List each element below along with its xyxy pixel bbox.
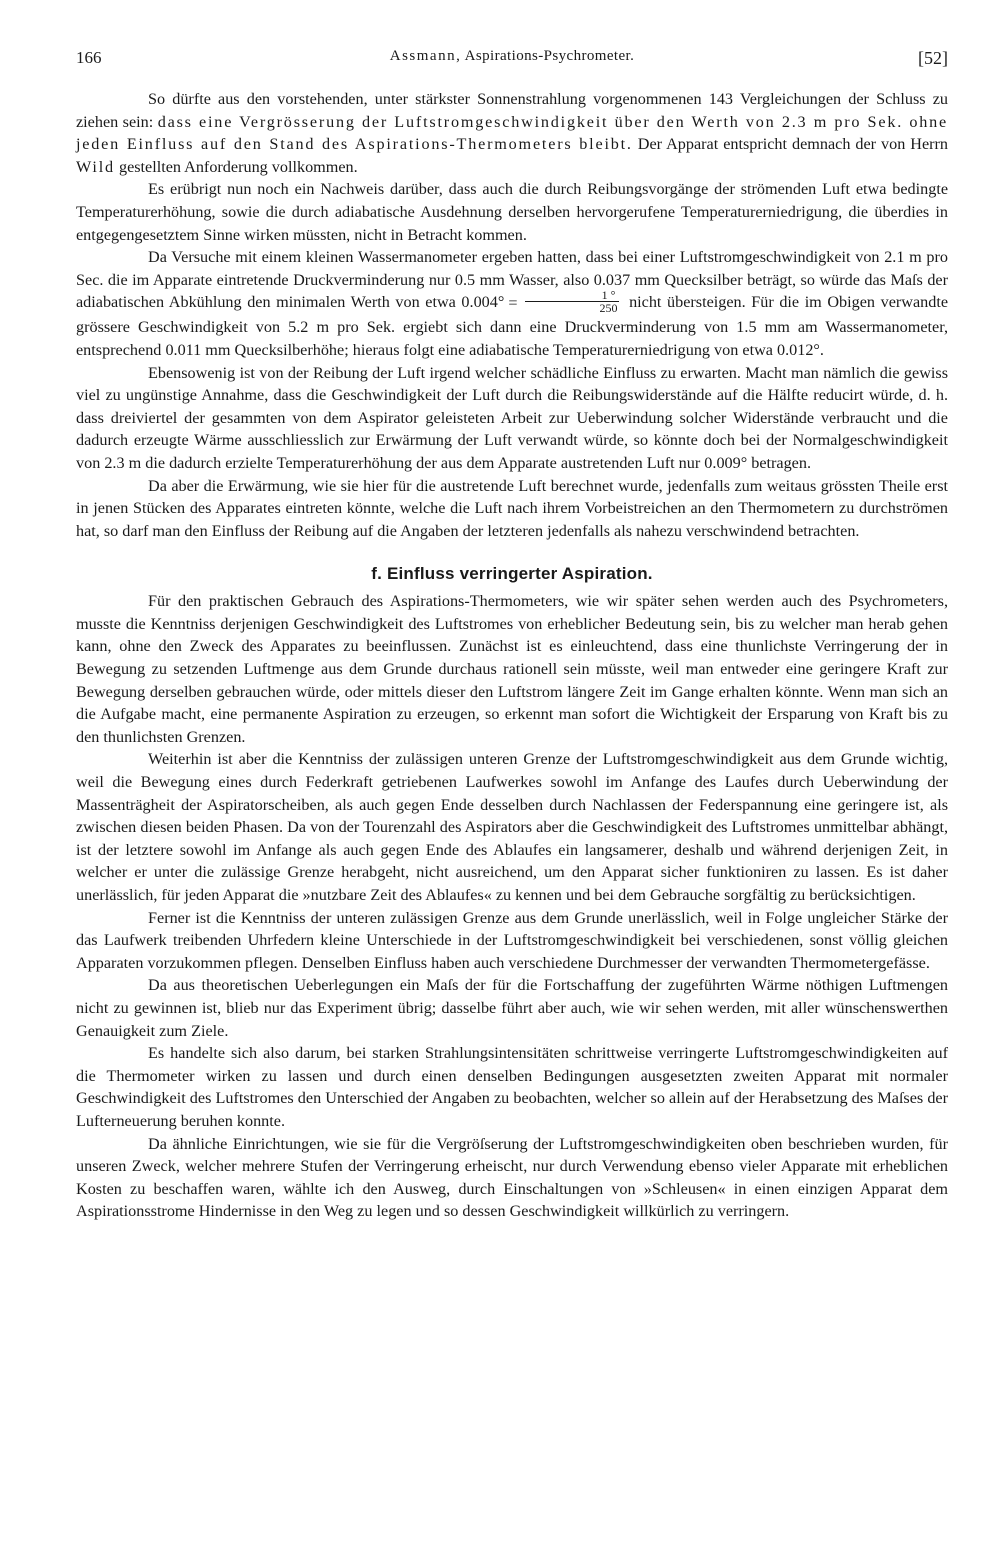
paragraph-text: gestellten Anforderung vollkommen. — [114, 157, 358, 176]
emphasized-conclusion: dass eine Vergrösserung der Luftstromgeschwindigkeit über den Werth von 2.3 m pro Sek. ohne jeden Einfluss auf den Stand des Aspirations-Thermometers bleibt. — [76, 112, 948, 154]
paragraph-text: So dürfte aus den vorstehenden, unter stärkster Sonnenstrahlung vorgenommenen 143 Vergleichungen der Schluss zu ziehen sein: — [76, 90, 948, 131]
paragraph-friction-intro: Es erübrigt nun noch ein Nachweis darüber, dass auch die durch Reibungsvorgänge der strömenden Luft etwa bedingte Temperaturerhöhung, sowie die durch adiabatische Ausdehnung derselben hervorgerufene Temperaturerniedrigung, die überdies in entgegengesetztem Sinne wirken müssten, nicht in Betracht kommen. — [76, 180, 948, 244]
fraction-denominator: 250 — [599, 301, 618, 316]
section-paragraph: Weiterhin ist aber die Kenntniss der zulässigen unteren Grenze der Luftstromgeschwindigkeit aus dem Grunde wichtig, weil die Bewegung eines durch Federkraft getriebenen Laufwerkes sowohl im Anfange des Laufes durch Ueberwindung der Massenträgheit der Aspiratorscheiben, als auch gegen Ende desselben durch Nachlassen der Federspannung eine geringere ist, als zwischen diesen beiden Phasen. Da von der Tourenzahl des Aspirators aber die Geschwindigkeit des Luftstromes unmittelbar abhängt, ist der letztere sowohl im Anfange als auch gegen Ende des Ablaufes ein langsamerer, deshalb und während derjenigen Zeit, in welcher er unter die zulässige Grenze herabgeht, nicht ausreichend, um den Apparat sicher funktioniren zu lassen. Es ist daher unerlässlich, für jeden Apparat die »nutzbare Zeit des Ablaufes« zu kennen und bei dem Gebrauche sorgfältig zu berücksichtigen. — [76, 750, 948, 904]
section-paragraph: Es handelte sich also darum, bei starken Strahlungsintensitäten schrittweise verringerte Luftstromgeschwindigkeiten auf die Thermometer wirken zu lassen und durch einen denselben Bedingungen ausgesetzten zweiten Apparat mit normaler Geschwindigkeit des Luftstromes den Unterschied der Angaben zu beobachten, welcher so allein auf der Herabsetzung des Maſses der Lufterneuerung beruhen konnte. — [76, 1044, 948, 1130]
paragraph-adiabatic — [76, 246, 948, 361]
paragraph-friction: Ebensowenig ist von der Reibung der Luft irgend welcher schädliche Einfluss zu erwarten. Macht man nämlich die gewiss viel zu ungünstige Annahme, dass die Geschwindigkeit der Luft durch die Reibungswiderstände auf die Hälfte reducirt würde, d. h. dass dreiviertel der gesammten von dem Aspirator geleisteten Arbeit zur Ueberwindung solcher Widerstände verbraucht und die dadurch erzeugte Wärme ausschliesslich zur Erwärmung der Luft verwandt würde, so könnte doch bei der Normalgeschwindigkeit von 2.3 m die dadurch erzielte Temperaturerhöhung der aus dem Apparate austretenden Luft nur 0.009° betragen. — [76, 363, 948, 472]
section-heading: f. Einfluss verringerter Aspiration. — [371, 564, 653, 584]
page-label: [52] — [918, 48, 948, 68]
section-paragraph: Ferner ist die Kenntniss der unteren zulässigen Grenze aus dem Grunde unerlässlich, weil in Folge ungleicher Stärke der das Laufwerk treibenden Uhrfedern kleine Unterschiede in der Luftstromgeschwindigkeit bei verschiedenen, sonst völlig gleichen Apparaten vorzukommen pflegen. Denselben Einfluss haben auch verschiedene Durchmesser der verwandten Thermometergefässe. — [76, 908, 948, 972]
paragraph-warming: Da aber die Erwärmung, wie sie hier für die austretende Luft berechnet wurde, jedenfalls zum weitaus grössten Theile erst in jenen Stücken des Apparates eintreten könnte, welche die Luft nach ihrem Vorbeistreichen an den Thermometern zu durchströmen hat, so darf man den Einfluss der Reibung auf die Angaben der letzteren jedenfalls als nahezu verschwindend betrachten. — [76, 476, 948, 540]
person-name: Wild — [76, 157, 115, 176]
section-paragraph: Für den praktischen Gebrauch des Aspirations-Thermometers, wie wir später sehen werden auch des Psychrometers, musste die Kenntniss derjenigen Geschwindigkeit des Luftstromes von erheblicher Bedeutung sein, bis zu welcher man herab gehen kann, ohne den Zweck des Apparates zu beeinflussen. Zunächst ist es einleuchtend, dass eine thunlichste Verringerung der in Bewegung zu setzenden Luftmenge aus dem Grunde durchaus rationell sein müsste, weil man entweder eine geringere Kraft zur Bewegung derselben gebrauchen würde, oder mittels dieser den Luftstrom längere Zeit im Gange erhalten könnte. Wenn man sich an die Aufgabe macht, eine permanente Aspiration zu erzeugen, so erkennt man sofort die Wichtigkeit der Ersparung von Kraft bis zu den thunlichsten Grenzen. — [76, 592, 948, 746]
paragraph-conclusion — [76, 88, 948, 178]
running-title — [76, 48, 948, 65]
page-number: 166 — [76, 48, 102, 67]
page — [76, 48, 948, 1223]
paragraph-text: Da Versuche mit einem kleinen Wassermanometer ergeben hatten, dass bei einer Luftstromgeschwindigkeit von 2.1 m pro Sec. die im Apparate eintretende Druckverminderung nur 0.5 mm Wasser, also 0.037 mm Quecksilber beträgt, so würde das Maſs der adiabatischen Abkühlung den minimalen Werth von etwa 0.004° — [76, 248, 948, 312]
running-title-author: Assmann, — [389, 48, 462, 64]
fraction — [525, 289, 619, 314]
section-paragraph: Da aus theoretischen Ueberlegungen ein Maſs der für die Fortschaffung der zugeführten Wärme nöthigen Luftmengen nicht zu gewinnen ist, blieb nur das Experiment übrig; dasselbe führt aber auch, wie wir sehen werden, mit aller wünschenswerthen Genauigkeit zum Ziele. — [76, 976, 948, 1040]
paragraph-text: Der Apparat entspricht demnach der von Herrn — [632, 135, 949, 154]
running-title-text: Aspirations-Psychrometer. — [464, 48, 635, 64]
fraction-numerator: 1 ° — [525, 289, 619, 302]
equals-sign: = — [508, 293, 518, 312]
page-header — [76, 48, 948, 74]
section-paragraph: Da ähnliche Einrichtungen, wie sie für die Vergröſserung der Luftstromgeschwindigkeiten oben beschrieben wurden, für unseren Zweck, welcher mehrere Stufen der Verringerung erheischt, nur durch Verwendung ebenso vieler Apparate mit erheblichen Kosten zu beschaffen waren, wählte ich den Ausweg, durch Einschaltungen von »Schleusen« in einen einzigen Apparat dem Aspirationsstrome Hindernisse in den Weg zu legen und so dessen Geschwindigkeit willkürlich zu verringern. — [76, 1134, 948, 1221]
paragraph-text: nicht übersteigen. Für die im Obigen verwandte grössere Geschwindigkeit von 5.2 m pro Sek. ergiebt sich dann eine Druckverminderung von 1.5 mm am Wassermanometer, entsprechend 0.011 mm Quecksilberhöhe; hieraus folgt eine adiabatische Temperaturerniedrigung von etwa 0.012°. — [76, 293, 949, 359]
